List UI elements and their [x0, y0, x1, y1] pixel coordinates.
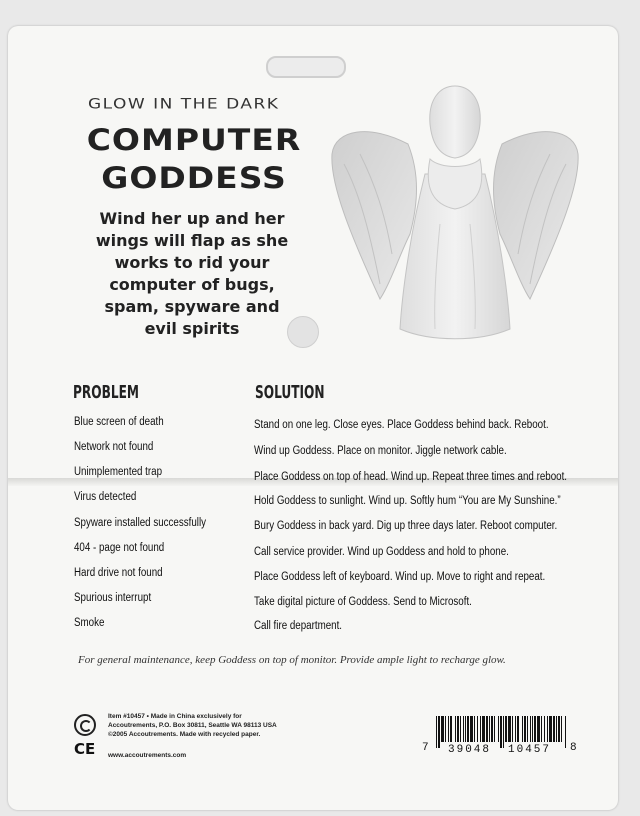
solution-cell: Stand on one leg. Close eyes. Place Goddess behind back. Reboot.	[254, 419, 549, 431]
solution-cell: Place Goddess on top of head. Wind up. Repeat three times and reboot.	[254, 471, 567, 483]
barcode-check-digit: 8	[570, 742, 577, 754]
barcode-bar	[505, 716, 507, 742]
tagline-line: works to rid your	[114, 253, 270, 272]
barcode-bar	[532, 716, 533, 742]
barcode-bar	[565, 716, 566, 748]
product-title-line1: COMPUTER	[86, 121, 302, 158]
barcode-bar	[474, 716, 475, 742]
problem-cell: Blue screen of death	[74, 416, 164, 428]
fine-print-line: Accoutrements, P.O. Box 30811, Seattle WA 98113 USA	[108, 722, 277, 729]
barcode-bar	[486, 716, 488, 742]
barcode-bar	[503, 716, 504, 748]
barcode-bar	[541, 716, 542, 742]
barcode-bar	[482, 716, 485, 742]
barcode-bar	[438, 716, 440, 748]
barcode-bar	[477, 716, 478, 742]
barcode-bar	[527, 716, 528, 742]
tagline-line: Wind her up and her	[99, 209, 285, 228]
fine-print-line: ©2005 Accoutrements. Made with recycled paper.	[108, 731, 261, 738]
angel-figure-image	[330, 84, 580, 346]
barcode-bar	[522, 716, 523, 742]
problem-cell: Smoke	[74, 617, 105, 629]
barcode-left-digits: 39048	[448, 744, 492, 756]
solution-cell: Take digital picture of Goddess. Send to Microsoft.	[254, 596, 472, 608]
barcode-bar	[512, 716, 513, 742]
hang-slot	[266, 56, 346, 78]
problem-cell: Unimplemented trap	[74, 466, 163, 478]
barcode-bar	[465, 716, 466, 742]
ce-mark-icon: CE	[74, 740, 96, 758]
barcode-bar	[517, 716, 519, 742]
barcode-bar	[491, 716, 493, 742]
problem-column-header: PROBLEM	[73, 382, 139, 403]
tagline-line: evil spirits	[144, 319, 240, 338]
solution-cell: Place Goddess left of keyboard. Wind up. Move to right and repeat.	[254, 571, 546, 583]
recycle-icon	[74, 714, 96, 736]
barcode-bar	[547, 716, 548, 742]
solution-cell: Bury Goddess in back yard. Dig up three days later. Reboot computer.	[254, 520, 558, 532]
barcode-bar	[498, 716, 499, 742]
solution-cell: Call service provider. Wind up Goddess and hold to phone.	[254, 546, 509, 558]
barcode-bar	[489, 716, 490, 742]
problem-cell: 404 - page not found	[74, 542, 165, 554]
barcode-bar	[530, 716, 531, 742]
barcode-bar	[544, 716, 545, 742]
solution-cell: Call fire department.	[254, 620, 343, 632]
fine-print	[108, 712, 338, 739]
problem-cell: Hard drive not found	[74, 567, 163, 579]
barcode-bar	[524, 716, 526, 742]
barcode-bar	[441, 716, 444, 742]
barcode-bar	[480, 716, 481, 742]
website-url: www.accoutrements.com	[108, 752, 187, 759]
barcode-bar	[553, 716, 555, 742]
tagline-line: spam, spyware and	[104, 297, 280, 316]
barcode-bar	[537, 716, 540, 742]
barcode-first-digit: 7	[422, 742, 429, 754]
problem-cell: Spurious interrupt	[74, 592, 152, 604]
barcode-right-digits: 10457	[508, 744, 552, 756]
solution-cell: Hold Goddess to sunlight. Wind up. Softly hum “You are My Sunshine.”	[254, 495, 561, 507]
barcode-bar	[556, 716, 557, 742]
fine-print-line: Item #10457 • Made in China exclusively for	[108, 713, 242, 720]
barcode-bar	[508, 716, 511, 742]
barcode-bar	[436, 716, 437, 748]
tagline-line: computer of bugs,	[109, 275, 275, 294]
barcode-bar	[515, 716, 516, 742]
barcode-bar	[448, 716, 449, 742]
solution-column-header: SOLUTION	[255, 382, 325, 403]
maintenance-note: For general maintenance, keep Goddess on top of monitor. Provide ample light to recharge glow.	[78, 654, 506, 666]
barcode-bar	[457, 716, 459, 742]
barcode-bar	[500, 716, 502, 748]
barcode-bar	[445, 716, 446, 742]
problem-cell: Spyware installed successfully	[74, 517, 207, 529]
barcode-bar	[450, 716, 452, 742]
barcode-bar	[549, 716, 552, 742]
problem-cell: Network not found	[74, 441, 154, 453]
barcode-bar	[463, 716, 464, 742]
barcode-bar	[470, 716, 473, 742]
tagline-line: wings will flap as she	[95, 231, 289, 250]
barcode-bar	[561, 716, 562, 742]
barcode-bar	[455, 716, 456, 742]
barcode-bar	[460, 716, 461, 742]
product-tagline	[72, 208, 312, 340]
product-title-line2: GODDESS	[101, 159, 287, 196]
barcode-bar	[467, 716, 469, 742]
solution-cell: Wind up Goddess. Place on monitor. Jiggle network cable.	[254, 445, 507, 457]
problem-cell: Virus detected	[74, 491, 137, 503]
barcode	[420, 716, 580, 758]
barcode-bar	[558, 716, 560, 742]
barcode-bar	[534, 716, 536, 742]
product-subtitle: GLOW IN THE DARK	[88, 95, 280, 113]
barcode-bar	[494, 716, 495, 742]
